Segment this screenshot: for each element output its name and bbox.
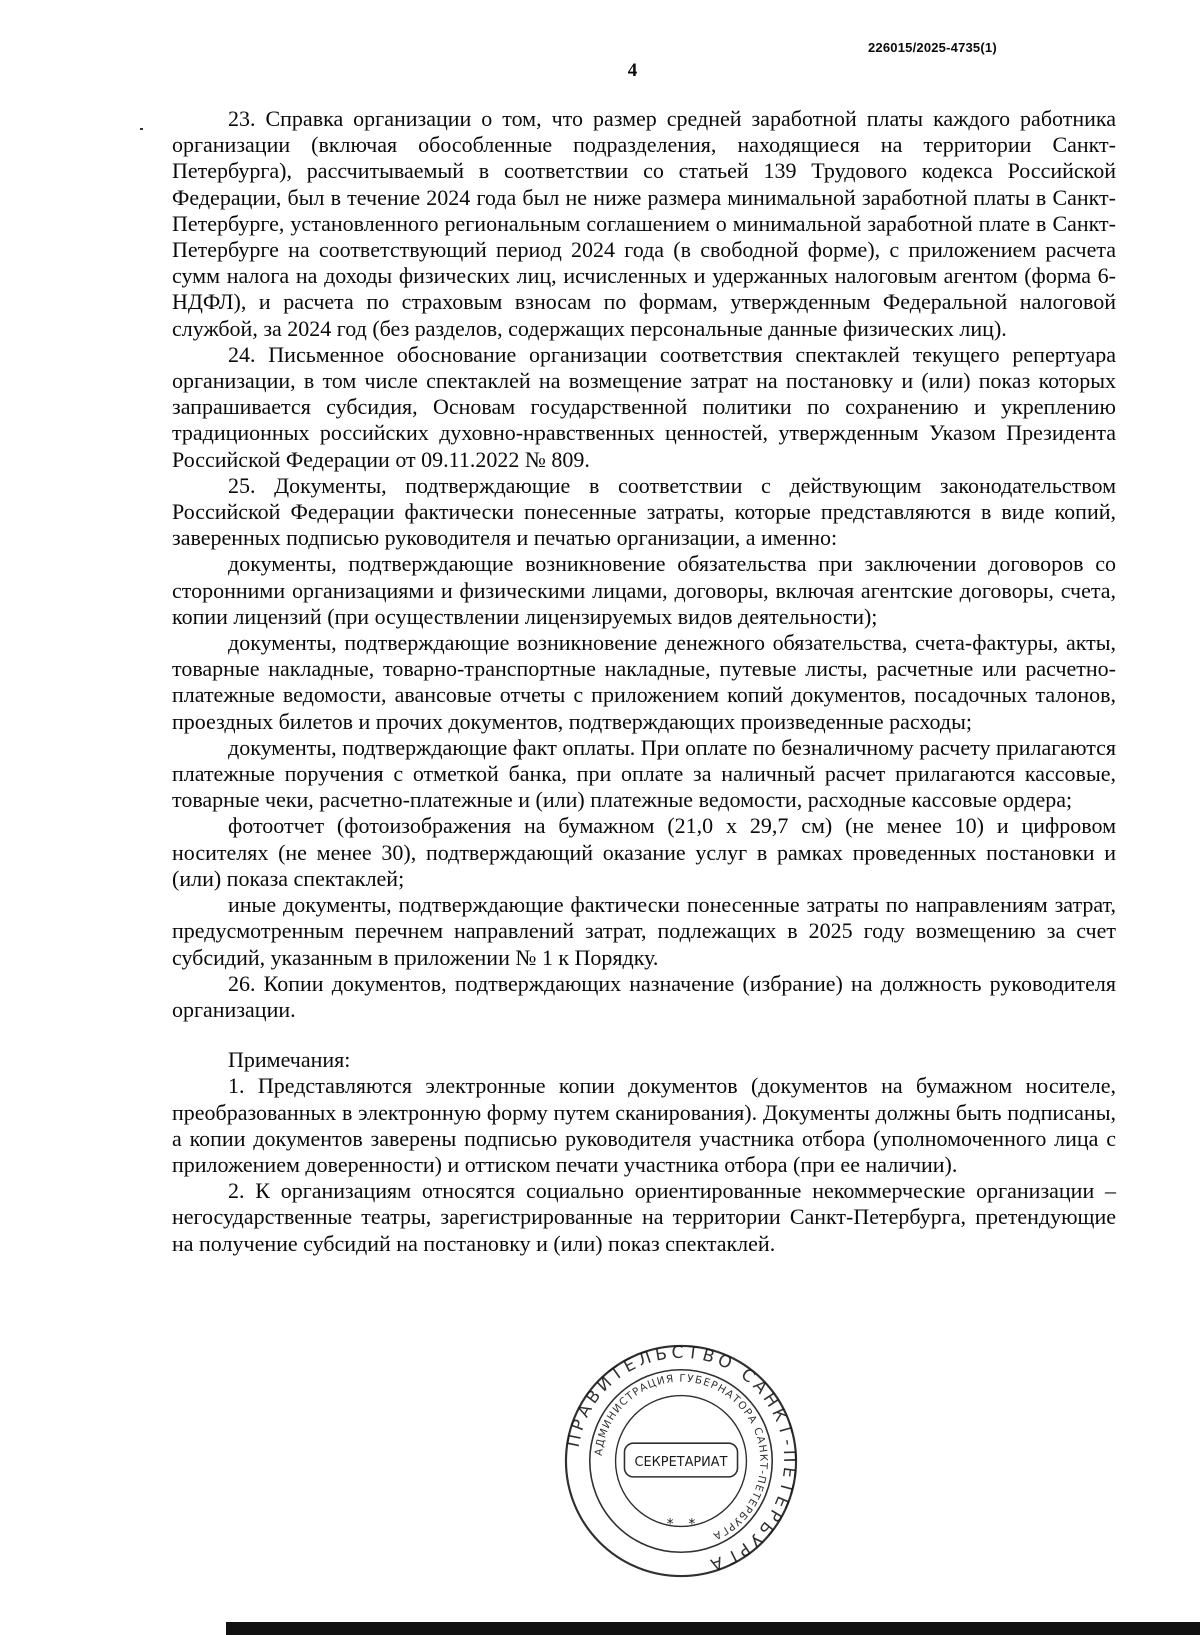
paragraph-26: 26. Копии документов, подтверждающих назначение (избрание) на должность руководителя организации. [172, 970, 1116, 1022]
paragraph-25-item-obligations: документы, подтверждающие возникновение обязательства при заключении договоров со сторонними организациями и физическими лицами, договоры, включая агентские договоры, счета, копии лицензий (при осуществлении лицензируемых видов деятельности); [172, 551, 1116, 629]
paragraph-25-item-monetary: документы, подтверждающие возникновение денежного обязательства, счета-фактуры, акты, товарные накладные, товарно-транспортные накладные, путевые листы, расчетные или расчетно-платежные ведомости, авансовые отчеты с приложением копий документов, посадочных талонов, проездных билетов и прочих документов, подтверждающих произведенные расходы; [172, 630, 1116, 734]
document-body [172, 106, 1116, 1257]
stamp-center-text: СЕКРЕТАРИАТ [634, 1454, 728, 1470]
stamp-outer-ring-text: ПРАВИТЕЛЬСТВО САНКТ-ПЕТЕРБУРГА [562, 1342, 800, 1577]
paragraph-23: 23. Справка организации о том, что размер средней заработной платы каждого работника организации (включая обособленные подразделения, находящиеся на территории Санкт-Петербурга), рассчитываемый в соответствии со статьей 139 Трудового кодекса Российской Федерации, был в течение 2024 года был не ниже размера минимальной заработной платы в Санкт-Петербурге, установленного региональным соглашением о минимальной заработной плате в Санкт-Петербурге на соответствующий период 2024 года (в свободной форме), с приложением расчета сумм налога на доходы физических лиц, исчисленных и удержанных налоговым агентом (форма 6-НДФЛ), и расчета по страховым взносам по формам, утвержденным Федеральной налоговой службой, за 2024 год (без разделов, содержащих персональные данные физических лиц). [172, 106, 1116, 341]
notes-heading: Примечания: [228, 1047, 351, 1073]
paragraph-25-item-other: иные документы, подтверждающие фактически понесенные затраты по направлениям затрат, предусмотренным перечнем направлений затрат, подлежащих в 2025 году возмещению за счет субсидий, указанным в приложении № 1 к Порядку. [172, 892, 1116, 970]
page-number: 4 [627, 60, 638, 81]
stamp-star-left-icon: * [666, 1516, 674, 1533]
official-seal-stamp [562, 1342, 800, 1580]
scan-bottom-border [226, 1622, 1200, 1635]
paragraph-25-item-payment: документы, подтверждающие факт оплаты. При оплате по безналичному расчету прилагаются платежные поручения с отметкой банка, при оплате за наличный расчет прилагаются кассовые, товарные чеки, расчетно-платежные и (или) платежные ведомости, расходные кассовые ордера; [172, 734, 1116, 813]
document-registration-number: 226015/2025-4735(1) [868, 40, 997, 55]
scan-speck [140, 128, 143, 130]
paragraph-25: 25. Документы, подтверждающие в соответствии с действующим законодательством Российской Федерации фактически понесенные затраты, которые представляются в виде копий, заверенных подписью руководителя и печатью организации, а именно: [172, 472, 1116, 551]
paragraph-25-item-photo-report: фотоотчет (фотоизображения на бумажном (21,0 х 29,7 см) (не менее 10) и цифровом носителях (не менее 30), подтверждающий оказание услуг в рамках проведенных постановки и (или) показа спектаклей; [172, 813, 1116, 891]
note-1: 1. Представляются электронные копии документов (документов на бумажном носителе, преобразованных в электронную форму путем сканирования). Документы должны быть подписаны, а копии документов заверены подписью руководителя участника отбора (уполномоченного лица с приложением доверенности) и оттиском печати участника отбора (при ее наличии). [172, 1073, 1116, 1177]
paragraph-24: 24. Письменное обоснование организации соответствия спектаклей текущего репертуара организации, в том числе спектаклей на возмещение затрат на постановку и (или) показ которых запрашивается субсидия, Основам государственной политики по сохранению и укреплению традиционных российских духовно-нравственных ценностей, утвержденным Указом Президента Российской Федерации от 09.11.2022 № 809. [172, 341, 1116, 472]
note-2: 2. К организациям относятся социально ориентированные некоммерческие организации – негосударственные театры, зарегистрированные на территории Санкт-Петербурга, претендующие на получение субсидий на постановку и (или) показ спектаклей. [172, 1178, 1116, 1256]
stamp-inner-ring-text: АДМИНИСТРАЦИЯ ГУБЕРНАТОРА САНКТ-ПЕТЕРБУРГА [592, 1372, 770, 1543]
stamp-star-right-icon: * [688, 1516, 696, 1533]
